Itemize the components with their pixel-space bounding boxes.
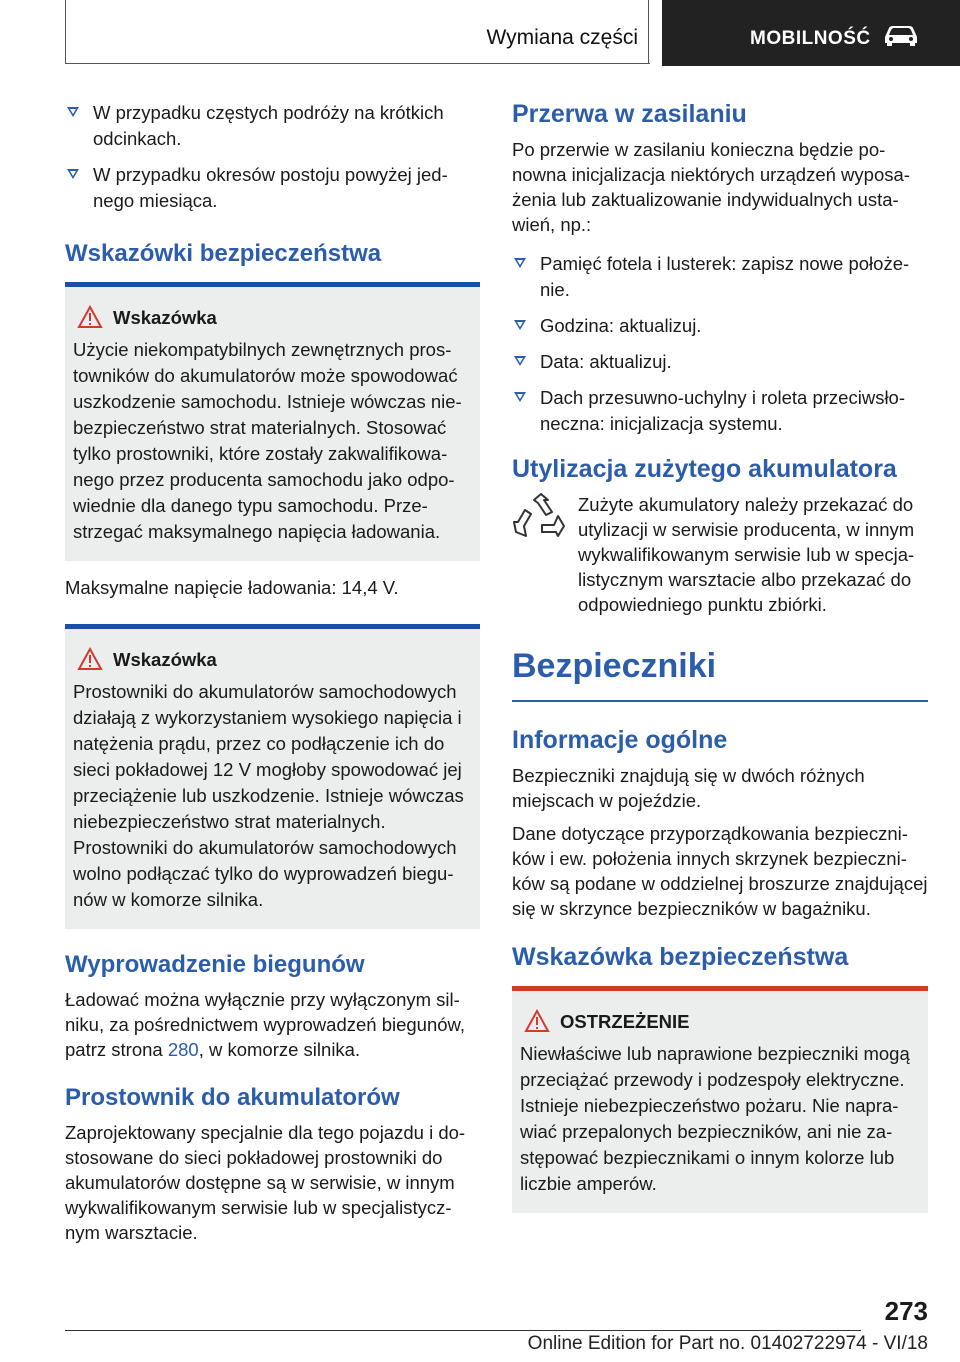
section-heading-safety: Wskazówki bezpieczeństwa [65,240,382,267]
notice-box [65,282,480,561]
right-column [512,100,928,1227]
header-section-title: Wymiana części [486,26,638,49]
list-item: Data: aktualizuj. [512,349,928,375]
page-link[interactable]: 280 [167,1039,199,1060]
warning-icon [77,305,103,329]
disposal-text: Zużyte akumulatory należy przekazać do utylizacji w serwisie producenta, w innym wykwalifikowanym serwisie lub w specjalistycznym warsztacie albo przekazać do odpowiedniego punktu zbiórki. [578,494,915,615]
chapter-title: MOBILNOŚĆ [750,28,871,49]
bullet-triangle-icon [67,107,79,117]
notice-text: Prostowniki do akumulatorów samochodowych działają z wykorzystaniem wysokiego napięcia i natężenia prądu, przez co podłączenie ich do sieci pokładowej 12 V mogłoby spowodować jej przeciążenie lub uszkodzenie. Istnieje wówczas niebezpieczeństwo strat materialnych. Prostowniki do akumulatorów samochodowych wolno podłączać tylko do wyprowadzeń biegunów w komorze silnika. [73,681,464,910]
notice-title: Wskazówka [113,307,217,328]
recycle-icon [512,492,570,544]
header-bottom-rule [65,63,650,64]
page-number: 273 [884,1296,928,1326]
bullet-triangle-icon [67,169,79,179]
poles-text: Ładować można wyłącznie przy wyłączonym silniku, za pośrednictwem wyprowadzeń biegunów, patrz strona 280, w komorze silnika. [65,989,466,1060]
warning-title: OSTRZEŻENIE [560,1010,690,1032]
list-item: Pamięć fotela i lusterek: zapisz nowe położenie. [512,251,928,303]
bullet-triangle-icon [514,258,526,268]
warning-text: Niewłaściwe lub naprawione bezpieczniki mogą przeciążać przewody i podzespoły elektryczne. Istnieje niebezpieczeństwo pożaru. Nie naprawiać przepalonych bezpieczników, ani nie zastępować bezpiecznikami o innym kolorze lub liczbie amperów. [520,1042,910,1194]
footer-edition: Online Edition for Part no. 01402722974 - VI/18 [527,1333,928,1354]
max-voltage-text: Maksymalne napięcie ładowania: 14,4 V. [65,577,399,598]
list-item: Godzina: aktualizuj. [512,313,928,339]
power-text: Po przerwie w zasilaniu konieczna będzie ponowna inicjalizacja niektórych urządzeń wyposażenia lub zaktualizowanie indywidualnych ustawień, np.: [512,139,910,235]
bullet-triangle-icon [514,320,526,330]
footer-rule [65,1330,861,1331]
disposal-block [512,492,928,617]
left-column [65,100,480,1253]
charger-text: Zaprojektowany specjalnie dla tego pojazdu i dostosowane do sieci pokładowej prostowniki do akumulatorów dostępne są w serwisie, w innym wykwalifikowanym serwisie lub w specjalistycznym warsztacie. [65,1122,466,1243]
section-heading-charger: Prostownik do akumulatorów [65,1084,400,1111]
section-heading-disposal: Utylizacja zużytego akumulatora [512,455,897,483]
notice-title: Wskazówka [113,649,217,670]
bullet-triangle-icon [514,356,526,366]
warning-box [512,986,928,1213]
header-divider-middle [648,0,649,64]
general-text-1: Bezpieczniki znajdują się w dwóch różnych miejscach w pojeździe. [512,764,865,811]
bullet-triangle-icon [514,392,526,402]
list-item: W przypadku okresów postoju powyżej jednego miesiąca. [65,162,480,214]
heading-rule [512,700,928,702]
section-heading-power: Przerwa w zasilaniu [512,100,747,128]
notice-text: Użycie niekompatybilnych zewnętrznych prostowników do akumulatorów może spowodować uszkodzenie samochodu. Istnieje wówczas niebezpieczeństwo strat materialnych. Stosować tylko prostowniki, które zostały zakwalifikowanego przez producenta samochodu jako odpowiednie dla danego typu samochodu. Przestrzegać maksymalnego napięcia ładowania. [73,339,462,542]
chapter-tab [662,0,960,66]
car-icon [882,23,920,47]
warning-icon [524,1009,550,1033]
warning-icon [77,647,103,671]
list-item: W przypadku częstych podróży na krótkich odcinkach. [65,100,480,152]
list-item: Dach przesuwno-uchylny i roleta przeciwsłoneczna: inicjalizacja systemu. [512,385,928,437]
section-heading-poles: Wyprowadzenie biegunów [65,951,365,978]
section-heading-general: Informacje ogólne [512,725,728,754]
chapter-heading-fuses: Bezpieczniki [512,647,717,685]
section-heading-fuse-safety: Wskazówka bezpieczeństwa [512,942,849,971]
notice-box [65,624,480,929]
general-text-2: Dane dotyczące przyporządkowania bezpieczników i ew. położenia innych skrzynek bezpieczników są podane w oddzielnej broszurze znajdującej się w skrzynce bezpieczników w bagażniku. [512,822,928,919]
header-divider-left [65,0,66,64]
